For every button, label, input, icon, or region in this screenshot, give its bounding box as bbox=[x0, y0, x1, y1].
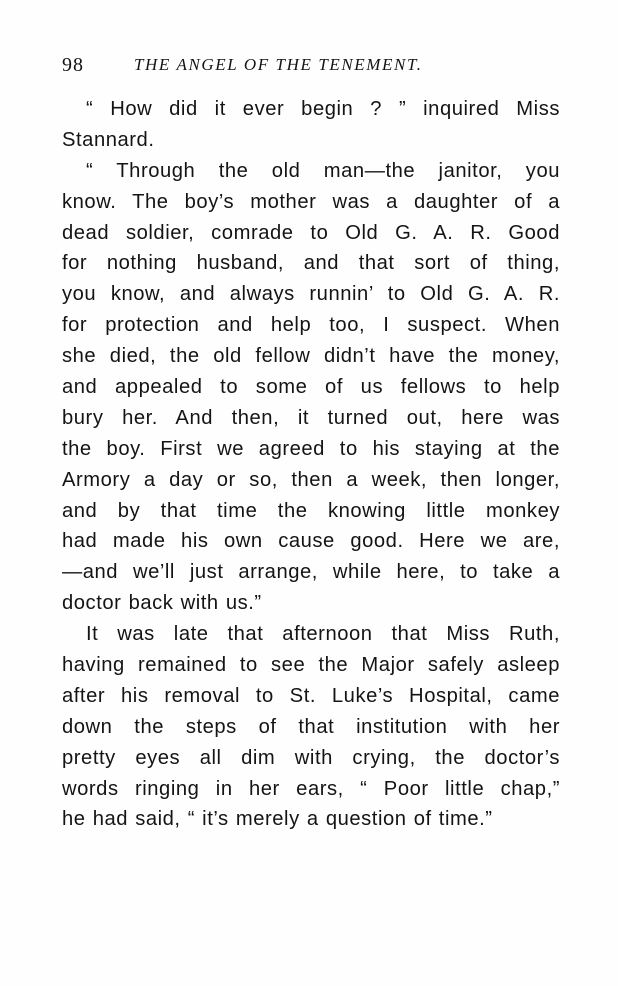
text-line: the boy. First we agreed to his staying at the bbox=[62, 437, 560, 460]
text-line: and by that time the knowing little monkey bbox=[62, 499, 560, 522]
running-head bbox=[62, 50, 582, 80]
text-line: Stannard. bbox=[62, 128, 155, 151]
text-line: “ How did it ever begin ? ” inquired Miss bbox=[86, 98, 560, 120]
text-line: and appealed to some of us fellows to help bbox=[62, 376, 560, 399]
text-line: for nothing husband, and that sort of thing, bbox=[62, 252, 560, 275]
text-line: pretty eyes all dim with crying, the doctor’s bbox=[62, 746, 560, 769]
running-title: THE ANGEL OF THE TENEMENT. bbox=[134, 55, 423, 74]
text-line: It was late that afternoon that Miss Ruth, bbox=[86, 623, 560, 646]
page-number: 98 bbox=[62, 54, 84, 76]
text-line: you know, and always runnin’ to Old G. A. R. bbox=[62, 283, 560, 306]
text-line: —and we’ll just arrange, while here, to take a bbox=[62, 561, 560, 584]
text-line: words ringing in her ears, “ Poor little chap,” bbox=[62, 777, 560, 800]
text-line: she died, the old fellow didn’t have the money, bbox=[62, 345, 560, 368]
text-line: after his removal to St. Luke’s Hospital, came bbox=[62, 684, 560, 707]
paragraph-dialogue-question bbox=[62, 94, 560, 156]
text-line: down the steps of that institution with her bbox=[62, 715, 560, 738]
text-line: for protection and help too, I suspect. When bbox=[62, 314, 560, 337]
text-line: bury her. And then, it turned out, here was bbox=[62, 406, 560, 429]
text-line: know. The boy’s mother was a daughter of a bbox=[62, 190, 560, 213]
text-line: “ Through the old man—the janitor, you bbox=[86, 159, 560, 182]
text-line: he had said, “ it’s merely a question of time.” bbox=[62, 808, 493, 831]
paragraph-dialogue-answer bbox=[62, 156, 560, 619]
body-text bbox=[62, 94, 560, 835]
paragraph-narrative bbox=[62, 619, 560, 835]
text-line: having remained to see the Major safely asleep bbox=[62, 654, 560, 677]
text-line: doctor back with us.” bbox=[62, 592, 262, 615]
text-line: Armory a day or so, then a week, then longer, bbox=[62, 468, 560, 491]
text-line: had made his own cause good. Here we are, bbox=[62, 530, 560, 553]
text-line: dead soldier, comrade to Old G. A. R. Good bbox=[62, 221, 560, 244]
